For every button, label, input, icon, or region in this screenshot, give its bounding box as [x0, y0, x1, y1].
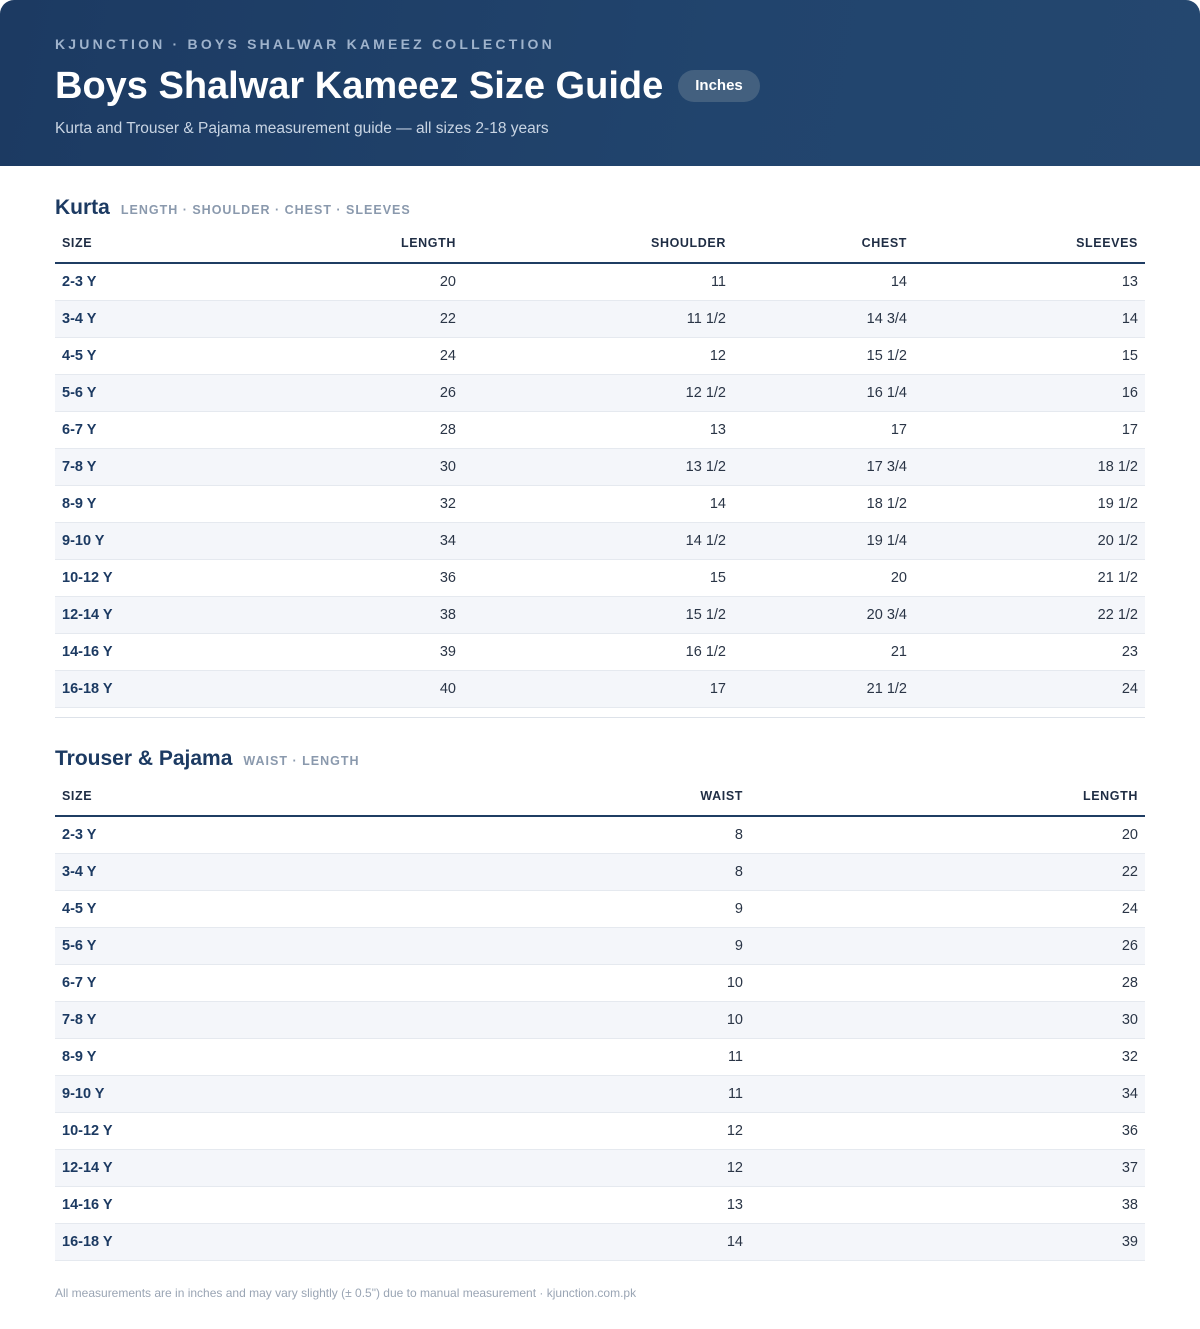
trouser-size-cell: 10-12 Y [55, 1113, 235, 1150]
kurta-size-cell: 7-8 Y [55, 449, 235, 486]
kurta-value-cell: 20 3/4 [733, 597, 914, 634]
kurta-value-cell: 15 1/2 [733, 338, 914, 375]
kurta-col-size: SIZE [55, 224, 235, 263]
trouser-table-row [55, 854, 1145, 891]
kurta-col-length: LENGTH [235, 224, 463, 263]
kurta-value-cell: 16 1/4 [733, 375, 914, 412]
trouser-value-cell: 28 [750, 965, 1145, 1002]
kurta-value-cell: 21 1/2 [733, 671, 914, 708]
trouser-table-row [55, 928, 1145, 965]
trouser-value-cell: 9 [235, 928, 750, 965]
trouser-value-cell: 39 [750, 1224, 1145, 1261]
trouser-size-cell: 9-10 Y [55, 1076, 235, 1113]
kurta-value-cell: 14 3/4 [733, 301, 914, 338]
kurta-value-cell: 17 [463, 671, 733, 708]
trouser-size-cell: 14-16 Y [55, 1187, 235, 1224]
kurta-value-cell: 15 1/2 [463, 597, 733, 634]
kurta-columns-caption: LENGTH · SHOULDER · CHEST · SLEEVES [120, 203, 411, 217]
page-subtitle: Kurta and Trouser & Pajama measurement guide — all sizes 2-18 years [55, 120, 549, 137]
trouser-value-cell: 12 [235, 1150, 750, 1187]
trouser-value-cell: 22 [750, 854, 1145, 891]
kurta-table-row [55, 597, 1145, 634]
trouser-table-row [55, 1002, 1145, 1039]
kurta-value-cell: 22 [235, 301, 463, 338]
trouser-value-cell: 20 [750, 816, 1145, 854]
trouser-value-cell: 8 [235, 816, 750, 854]
trouser-size-cell: 2-3 Y [55, 816, 235, 854]
trouser-value-cell: 12 [235, 1113, 750, 1150]
trouser-table-row [55, 816, 1145, 854]
trouser-section [55, 747, 1145, 1261]
kurta-value-cell: 24 [914, 671, 1145, 708]
trouser-section-title: Trouser & Pajama [55, 747, 233, 770]
kurta-value-cell: 13 1/2 [463, 449, 733, 486]
trouser-table-row [55, 1039, 1145, 1076]
kurta-col-sleeves: SLEEVES [914, 224, 1145, 263]
trouser-value-cell: 8 [235, 854, 750, 891]
page-header [0, 0, 1200, 166]
kurta-table-row [55, 449, 1145, 486]
kurta-value-cell: 28 [235, 412, 463, 449]
kurta-table-row [55, 263, 1145, 301]
kurta-size-cell: 6-7 Y [55, 412, 235, 449]
kurta-size-cell: 12-14 Y [55, 597, 235, 634]
kurta-value-cell: 19 1/4 [733, 523, 914, 560]
kurta-value-cell: 14 [733, 263, 914, 301]
kurta-value-cell: 30 [235, 449, 463, 486]
kurta-value-cell: 17 [914, 412, 1145, 449]
kurta-value-cell: 16 1/2 [463, 634, 733, 671]
page-title: Boys Shalwar Kameez Size Guide [55, 65, 664, 107]
brand-eyebrow: KJUNCTION · BOYS SHALWAR KAMEEZ COLLECTION [55, 36, 555, 52]
kurta-value-cell: 19 1/2 [914, 486, 1145, 523]
trouser-table-row [55, 1113, 1145, 1150]
trouser-table-body [55, 816, 1145, 1261]
kurta-table-row [55, 523, 1145, 560]
kurta-value-cell: 14 [463, 486, 733, 523]
kurta-section-title: Kurta [55, 196, 110, 219]
kurta-value-cell: 26 [235, 375, 463, 412]
kurta-value-cell: 13 [463, 412, 733, 449]
kurta-section [55, 196, 1145, 718]
kurta-value-cell: 14 [914, 301, 1145, 338]
trouser-value-cell: 37 [750, 1150, 1145, 1187]
trouser-table-row [55, 891, 1145, 928]
kurta-table-row [55, 560, 1145, 597]
kurta-size-cell: 8-9 Y [55, 486, 235, 523]
trouser-table-row [55, 1076, 1145, 1113]
kurta-section-header [55, 196, 1145, 220]
kurta-size-cell: 4-5 Y [55, 338, 235, 375]
trouser-size-cell: 4-5 Y [55, 891, 235, 928]
kurta-size-table [55, 224, 1145, 708]
trouser-table-row [55, 1187, 1145, 1224]
trouser-value-cell: 9 [235, 891, 750, 928]
trouser-section-header [55, 747, 1145, 771]
trouser-col-size: SIZE [55, 777, 235, 816]
kurta-table-row [55, 671, 1145, 708]
trouser-table-row [55, 1150, 1145, 1187]
trouser-value-cell: 10 [235, 1002, 750, 1039]
kurta-size-cell: 16-18 Y [55, 671, 235, 708]
kurta-value-cell: 20 1/2 [914, 523, 1145, 560]
kurta-size-cell: 14-16 Y [55, 634, 235, 671]
kurta-value-cell: 18 1/2 [914, 449, 1145, 486]
trouser-table-row [55, 1224, 1145, 1261]
kurta-value-cell: 20 [235, 263, 463, 301]
kurta-value-cell: 38 [235, 597, 463, 634]
kurta-value-cell: 36 [235, 560, 463, 597]
trouser-value-cell: 26 [750, 928, 1145, 965]
kurta-table-row [55, 375, 1145, 412]
kurta-value-cell: 15 [463, 560, 733, 597]
kurta-table-row [55, 634, 1145, 671]
kurta-size-cell: 9-10 Y [55, 523, 235, 560]
footer-note: All measurements are in inches and may vary slightly (± 0.5") due to manual measurement · kjunction.com.pk [55, 1286, 637, 1300]
kurta-value-cell: 15 [914, 338, 1145, 375]
trouser-value-cell: 24 [750, 891, 1145, 928]
kurta-value-cell: 32 [235, 486, 463, 523]
kurta-value-cell: 24 [235, 338, 463, 375]
trouser-columns-caption: WAIST · LENGTH [243, 754, 360, 768]
trouser-value-cell: 32 [750, 1039, 1145, 1076]
trouser-value-cell: 30 [750, 1002, 1145, 1039]
page-content [0, 196, 1200, 1261]
kurta-value-cell: 23 [914, 634, 1145, 671]
title-row [55, 66, 1145, 106]
trouser-value-cell: 13 [235, 1187, 750, 1224]
trouser-value-cell: 10 [235, 965, 750, 1002]
kurta-value-cell: 40 [235, 671, 463, 708]
kurta-value-cell: 12 [463, 338, 733, 375]
kurta-table-row [55, 486, 1145, 523]
kurta-value-cell: 21 1/2 [914, 560, 1145, 597]
kurta-size-cell: 5-6 Y [55, 375, 235, 412]
units-badge: Inches [678, 70, 760, 102]
kurta-value-cell: 14 1/2 [463, 523, 733, 560]
trouser-size-cell: 3-4 Y [55, 854, 235, 891]
kurta-value-cell: 18 1/2 [733, 486, 914, 523]
trouser-size-cell: 6-7 Y [55, 965, 235, 1002]
kurta-col-chest: CHEST [733, 224, 914, 263]
kurta-table-row [55, 412, 1145, 449]
kurta-value-cell: 34 [235, 523, 463, 560]
trouser-size-cell: 8-9 Y [55, 1039, 235, 1076]
trouser-value-cell: 38 [750, 1187, 1145, 1224]
kurta-size-cell: 2-3 Y [55, 263, 235, 301]
kurta-value-cell: 20 [733, 560, 914, 597]
trouser-col-length: LENGTH [750, 777, 1145, 816]
kurta-value-cell: 12 1/2 [463, 375, 733, 412]
kurta-value-cell: 21 [733, 634, 914, 671]
kurta-header-row [55, 224, 1145, 263]
trouser-header-row [55, 777, 1145, 816]
kurta-value-cell: 17 [733, 412, 914, 449]
kurta-table-row [55, 338, 1145, 375]
kurta-value-cell: 11 [463, 263, 733, 301]
kurta-value-cell: 11 1/2 [463, 301, 733, 338]
trouser-size-cell: 7-8 Y [55, 1002, 235, 1039]
kurta-value-cell: 17 3/4 [733, 449, 914, 486]
trouser-table-row [55, 965, 1145, 1002]
trouser-value-cell: 34 [750, 1076, 1145, 1113]
kurta-table-body [55, 263, 1145, 708]
kurta-size-cell: 3-4 Y [55, 301, 235, 338]
kurta-size-cell: 10-12 Y [55, 560, 235, 597]
kurta-value-cell: 16 [914, 375, 1145, 412]
trouser-value-cell: 36 [750, 1113, 1145, 1150]
kurta-value-cell: 39 [235, 634, 463, 671]
trouser-col-waist: WAIST [235, 777, 750, 816]
trouser-size-cell: 12-14 Y [55, 1150, 235, 1187]
kurta-col-shoulder: SHOULDER [463, 224, 733, 263]
trouser-size-cell: 5-6 Y [55, 928, 235, 965]
kurta-table-row [55, 301, 1145, 338]
trouser-value-cell: 11 [235, 1039, 750, 1076]
kurta-value-cell: 13 [914, 263, 1145, 301]
trouser-size-table [55, 777, 1145, 1261]
trouser-value-cell: 14 [235, 1224, 750, 1261]
kurta-value-cell: 22 1/2 [914, 597, 1145, 634]
trouser-size-cell: 16-18 Y [55, 1224, 235, 1261]
trouser-value-cell: 11 [235, 1076, 750, 1113]
section-divider [55, 717, 1145, 718]
